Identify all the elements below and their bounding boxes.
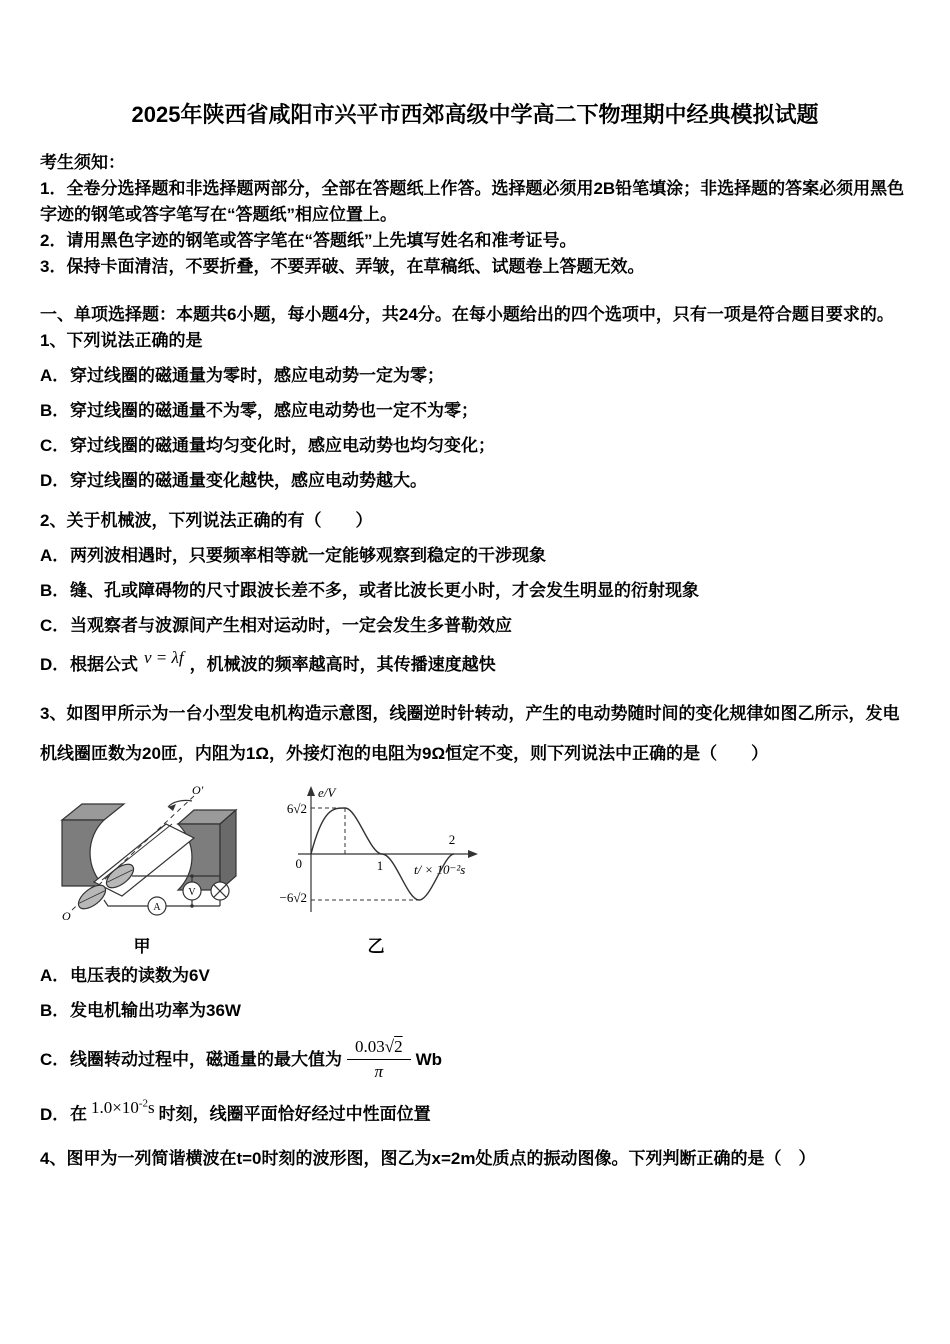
- q2-option-b-text: 缝、孔或障碍物的尺寸跟波长差不多，或者比波长更小时，才会发生明显的衍射现象: [70, 581, 699, 600]
- axis-label-o: O: [62, 909, 71, 923]
- axis-label-o-prime: O′: [192, 783, 204, 797]
- time-formula: [87, 1098, 159, 1117]
- page-title: 2025年陕西省咸阳市兴平市西郊高级中学高二下物理期中经典模拟试题: [131, 102, 819, 127]
- y-min-label: −6√2: [279, 890, 307, 905]
- q2-option-b: [40, 578, 910, 604]
- fraction-numerator: 0.03√: [355, 1037, 395, 1056]
- y-axis-label: e/V: [318, 785, 336, 800]
- section-1-heading: 一、单项选择题：本题共6小题，每小题4分，共24分。在每小题给出的四个选项中，只有一项是符合题目要求的。: [40, 305, 894, 324]
- q1-option-a: [40, 363, 910, 389]
- generator-subfigure: [42, 780, 242, 957]
- q3-option-c-prefix: 线圈转动过程中，磁通量的最大值为: [70, 1049, 342, 1069]
- notice-item-2: 2．请用黑色字迹的钢笔或答字笔在“答题纸”上先填写姓名和准考证号。: [40, 231, 577, 250]
- notice-item-3: 3．保持卡面清洁，不要折叠，不要弄破、弄皱，在草稿纸、试题卷上答题无效。: [40, 257, 645, 276]
- q1-option-b-label: B．: [40, 401, 70, 420]
- question-3-stem: 3、如图甲所示为一台小型发电机构造示意图，线圈逆时针转动，产生的电动势随时间的变化规律如图乙所示，发电机线圈匝数为20匝，内阻为1Ω，外接灯泡的电阻为9Ω恒定不变，则下列说法中正确的是（ ）: [40, 704, 900, 763]
- question-1-stem: 1、下列说法正确的是: [40, 331, 203, 350]
- q3-option-d-prefix: 在: [70, 1104, 87, 1124]
- time-formula-exponent: -2: [138, 1097, 149, 1109]
- emf-graph-subfigure: [266, 780, 486, 957]
- question-4-stem: 4、图甲为一列简谐横波在t=0时刻的波形图，图乙为x=2m处质点的振动图像。下列判断正确的是（ ）: [40, 1148, 816, 1168]
- figure-label-jia: 甲: [133, 937, 151, 956]
- generator-figure: [42, 780, 242, 930]
- q3-option-c: [40, 1036, 910, 1083]
- q1-option-b-text: 穿过线圈的磁通量不为零，感应电动势也一定不为零；: [70, 401, 478, 420]
- q3-option-a: [40, 963, 910, 989]
- time-formula-base: 1.0×10: [91, 1097, 139, 1117]
- q1-option-c-label: C．: [40, 436, 70, 455]
- question-3-figure: [40, 780, 910, 957]
- question-2-stem: 2、关于机械波，下列说法正确的有（ ）: [40, 511, 373, 530]
- q3-option-a-label: A．: [40, 966, 70, 985]
- q2-option-d-label: D．: [40, 655, 70, 674]
- q3-option-c-label: C．: [40, 1049, 70, 1069]
- q2-option-d: [40, 648, 910, 682]
- lamp-icon: [211, 882, 229, 900]
- q1-option-a-label: A．: [40, 366, 70, 385]
- q3-option-a-text: 电压表的读数为6V: [70, 966, 210, 985]
- q2-option-c-label: C．: [40, 616, 70, 635]
- origin-label: 0: [295, 856, 302, 871]
- q1-option-a-text: 穿过线圈的磁通量为零时，感应电动势一定为零；: [70, 366, 444, 385]
- q2-option-c-text: 当观察者与波源间产生相对运动时，一定会发生多普勒效应: [70, 616, 512, 635]
- voltmeter-label: V: [188, 887, 196, 898]
- fraction-denominator: π: [374, 1062, 384, 1081]
- ammeter-label: A: [153, 902, 161, 913]
- emf-graph-figure: [266, 780, 486, 930]
- flux-unit: Wb: [415, 1049, 443, 1069]
- q1-option-d-text: 穿过线圈的磁通量变化越快，感应电动势越大。: [70, 471, 427, 490]
- q3-option-d-suffix: 时刻，线圈平面恰好经过中性面位置: [158, 1104, 431, 1124]
- q1-option-d: [40, 468, 910, 494]
- q2-option-c: [40, 613, 910, 639]
- x-tick-1: 1: [376, 858, 384, 873]
- notice-heading: 考生须知：: [40, 153, 125, 172]
- q1-option-c: [40, 433, 910, 459]
- x-axis-arrow-icon: [468, 850, 478, 858]
- q3-option-b-text: 发电机输出功率为36W: [70, 1001, 241, 1020]
- x-axis-label: t/ × 10⁻²s: [414, 862, 466, 877]
- q1-option-b: [40, 398, 910, 424]
- fraction-radicand: 2: [394, 1037, 403, 1056]
- q1-option-d-label: D．: [40, 471, 70, 490]
- q1-option-c-text: 穿过线圈的磁通量均匀变化时，感应电动势也均匀变化；: [70, 436, 495, 455]
- figure-label-yi: 乙: [367, 937, 385, 956]
- q2-option-d-suffix: ，机械波的频率越高时，其传播速度越快: [189, 655, 496, 674]
- q3-option-b: [40, 998, 910, 1024]
- q3-option-d: [40, 1093, 910, 1132]
- q2-option-a: [40, 543, 910, 569]
- flux-fraction: [347, 1036, 411, 1083]
- q3-option-b-label: B．: [40, 1001, 70, 1020]
- q2-option-b-label: B．: [40, 581, 70, 600]
- notice-item-1: 1．全卷分选择题和非选择题两部分，全部在答题纸上作答。选择题必须用2B铅笔填涂；非选择题的答案必须用黑色字迹的钢笔或答字笔写在“答题纸”相应位置上。: [40, 179, 905, 224]
- q2-option-a-label: A．: [40, 546, 70, 565]
- q2-option-a-text: 两列波相遇时，只要频率相等就一定能够观察到稳定的干涉现象: [70, 546, 546, 565]
- time-formula-unit: s: [148, 1097, 155, 1117]
- x-tick-2: 2: [448, 832, 456, 847]
- q2-option-d-prefix: 根据公式: [70, 655, 138, 674]
- y-axis-arrow-icon: [307, 786, 315, 796]
- wave-speed-formula: v = λf: [144, 648, 184, 667]
- q3-option-d-label: D．: [40, 1104, 70, 1124]
- y-max-label: 6√2: [286, 801, 307, 816]
